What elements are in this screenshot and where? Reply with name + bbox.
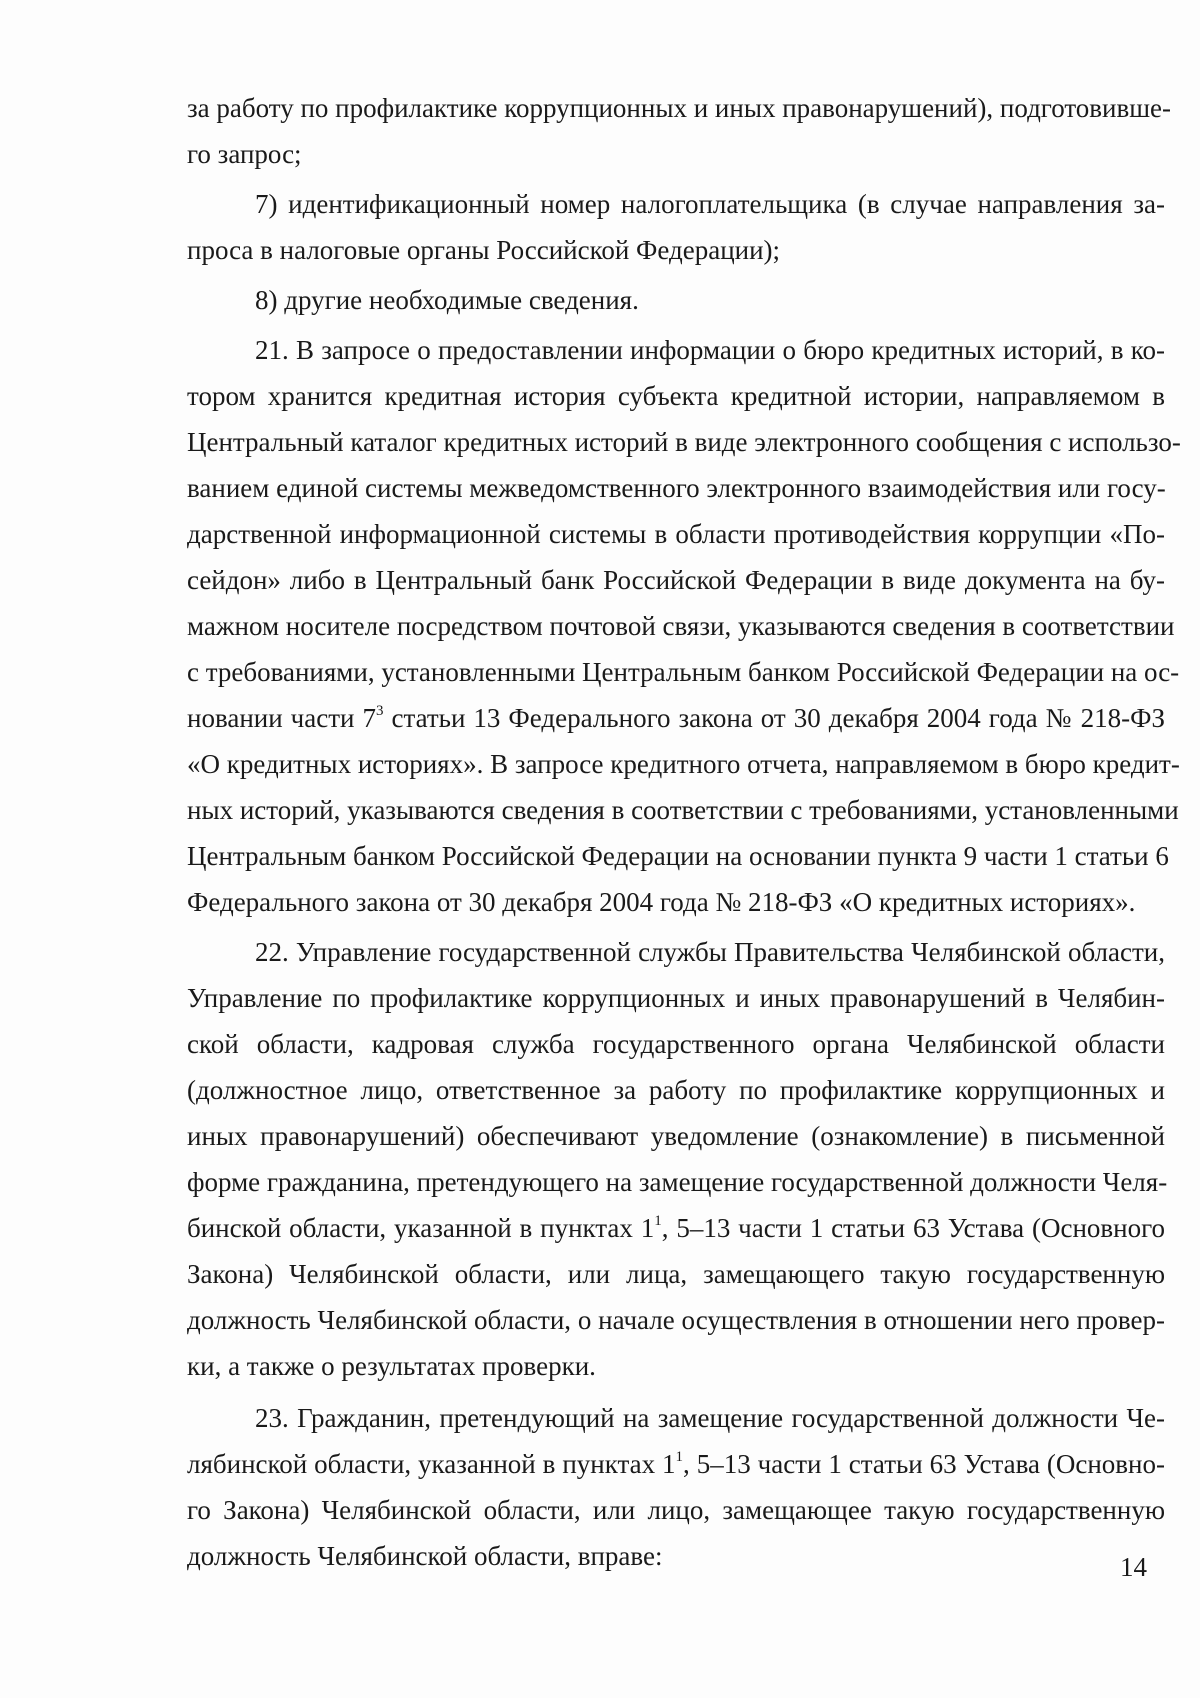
text-fragment: бинской области, указанной в пунктах 1 — [187, 1213, 655, 1243]
text-line: с требованиями, установленными Центральным банком Российской Федерации на ос- — [187, 657, 1180, 687]
page-number: 14 — [1120, 1552, 1147, 1582]
text-line: 23. Гражданин, претендующий на замещение государственной должности Че- — [255, 1403, 1165, 1433]
text-fragment: новании части 7 — [187, 703, 376, 733]
text-line: дарственной информационной системы в области противодействия коррупции «По- — [187, 519, 1165, 549]
text-line: 8) другие необходимые сведения. — [255, 285, 639, 315]
text-fragment: статьи 13 Федерального закона от 30 декабря 2004 года № 218-ФЗ — [383, 703, 1166, 733]
text-line: 21. В запросе о предоставлении информации о бюро кредитных историй, в ко- — [255, 335, 1165, 365]
text-line: должность Челябинской области, вправе: — [187, 1541, 663, 1571]
text-line: за работу по профилактике коррупционных и иных правонарушений), подготовивше- — [187, 93, 1172, 123]
text-line: Центральный каталог кредитных историй в виде электронного сообщения с использо- — [187, 427, 1181, 457]
text-line: должность Челябинской области, о начале осуществления в отношении него провер- — [187, 1305, 1165, 1335]
text-line: тором хранится кредитная история субъекта кредитной истории, направляемом в — [187, 381, 1165, 411]
text-line: ской области, кадровая служба государственного органа Челябинской области — [187, 1029, 1165, 1059]
text-fragment: , 5–13 части 1 статьи 63 Устава (Основного — [661, 1213, 1165, 1243]
text-line: «О кредитных историях». В запросе кредитного отчета, направляемом в бюро кредит- — [187, 749, 1180, 779]
superscript: 3 — [375, 703, 384, 719]
text-line: Федерального закона от 30 декабря 2004 года № 218-ФЗ «О кредитных историях». — [187, 887, 1136, 917]
text-line — [187, 695, 1165, 741]
text-line: (должностное лицо, ответственное за работу по профилактике коррупционных и — [187, 1075, 1165, 1105]
text-line: 22. Управление государственной службы Правительства Челябинской области, — [255, 937, 1165, 967]
text-line: го Закона) Челябинской области, или лицо, замещающее такую государственную — [187, 1495, 1165, 1525]
text-fragment: , 5–13 части 1 статьи 63 Устава (Основно- — [683, 1449, 1165, 1479]
text-line: 7) идентификационный номер налогоплательщика (в случае направления за- — [255, 189, 1165, 219]
text-fragment: лябинской области, указанной в пунктах 1 — [187, 1449, 676, 1479]
text-line — [187, 1205, 1165, 1251]
text-line: проса в налоговые органы Российской Федерации); — [187, 235, 781, 265]
text-line: Управление по профилактике коррупционных и иных правонарушений в Челябин- — [187, 983, 1165, 1013]
text-line: Центральным банком Российской Федерации на основании пункта 9 части 1 статьи 6 — [187, 841, 1169, 871]
text-line: ванием единой системы межведомственного электронного взаимодействия или госу- — [187, 473, 1166, 503]
text-line — [187, 1441, 1165, 1487]
text-line: иных правонарушений) обеспечивают уведомление (ознакомление) в письменной — [187, 1121, 1165, 1151]
superscript: 1 — [654, 1213, 662, 1229]
document-body — [187, 85, 1181, 1579]
superscript: 1 — [675, 1449, 684, 1465]
text-line: ки, а также о результатах проверки. — [187, 1351, 596, 1381]
text-line: Закона) Челябинской области, или лица, замещающего такую государственную — [187, 1259, 1165, 1289]
text-line: ных историй, указываются сведения в соответствии с требованиями, установленными — [187, 795, 1179, 825]
text-line: форме гражданина, претендующего на замещение государственной должности Челя- — [187, 1167, 1168, 1197]
text-line: сейдон» либо в Центральный банк Российской Федерации в виде документа на бу- — [187, 565, 1165, 595]
text-line: мажном носителе посредством почтовой связи, указываются сведения в соответствии — [187, 611, 1175, 641]
text-line: го запрос; — [187, 139, 302, 169]
